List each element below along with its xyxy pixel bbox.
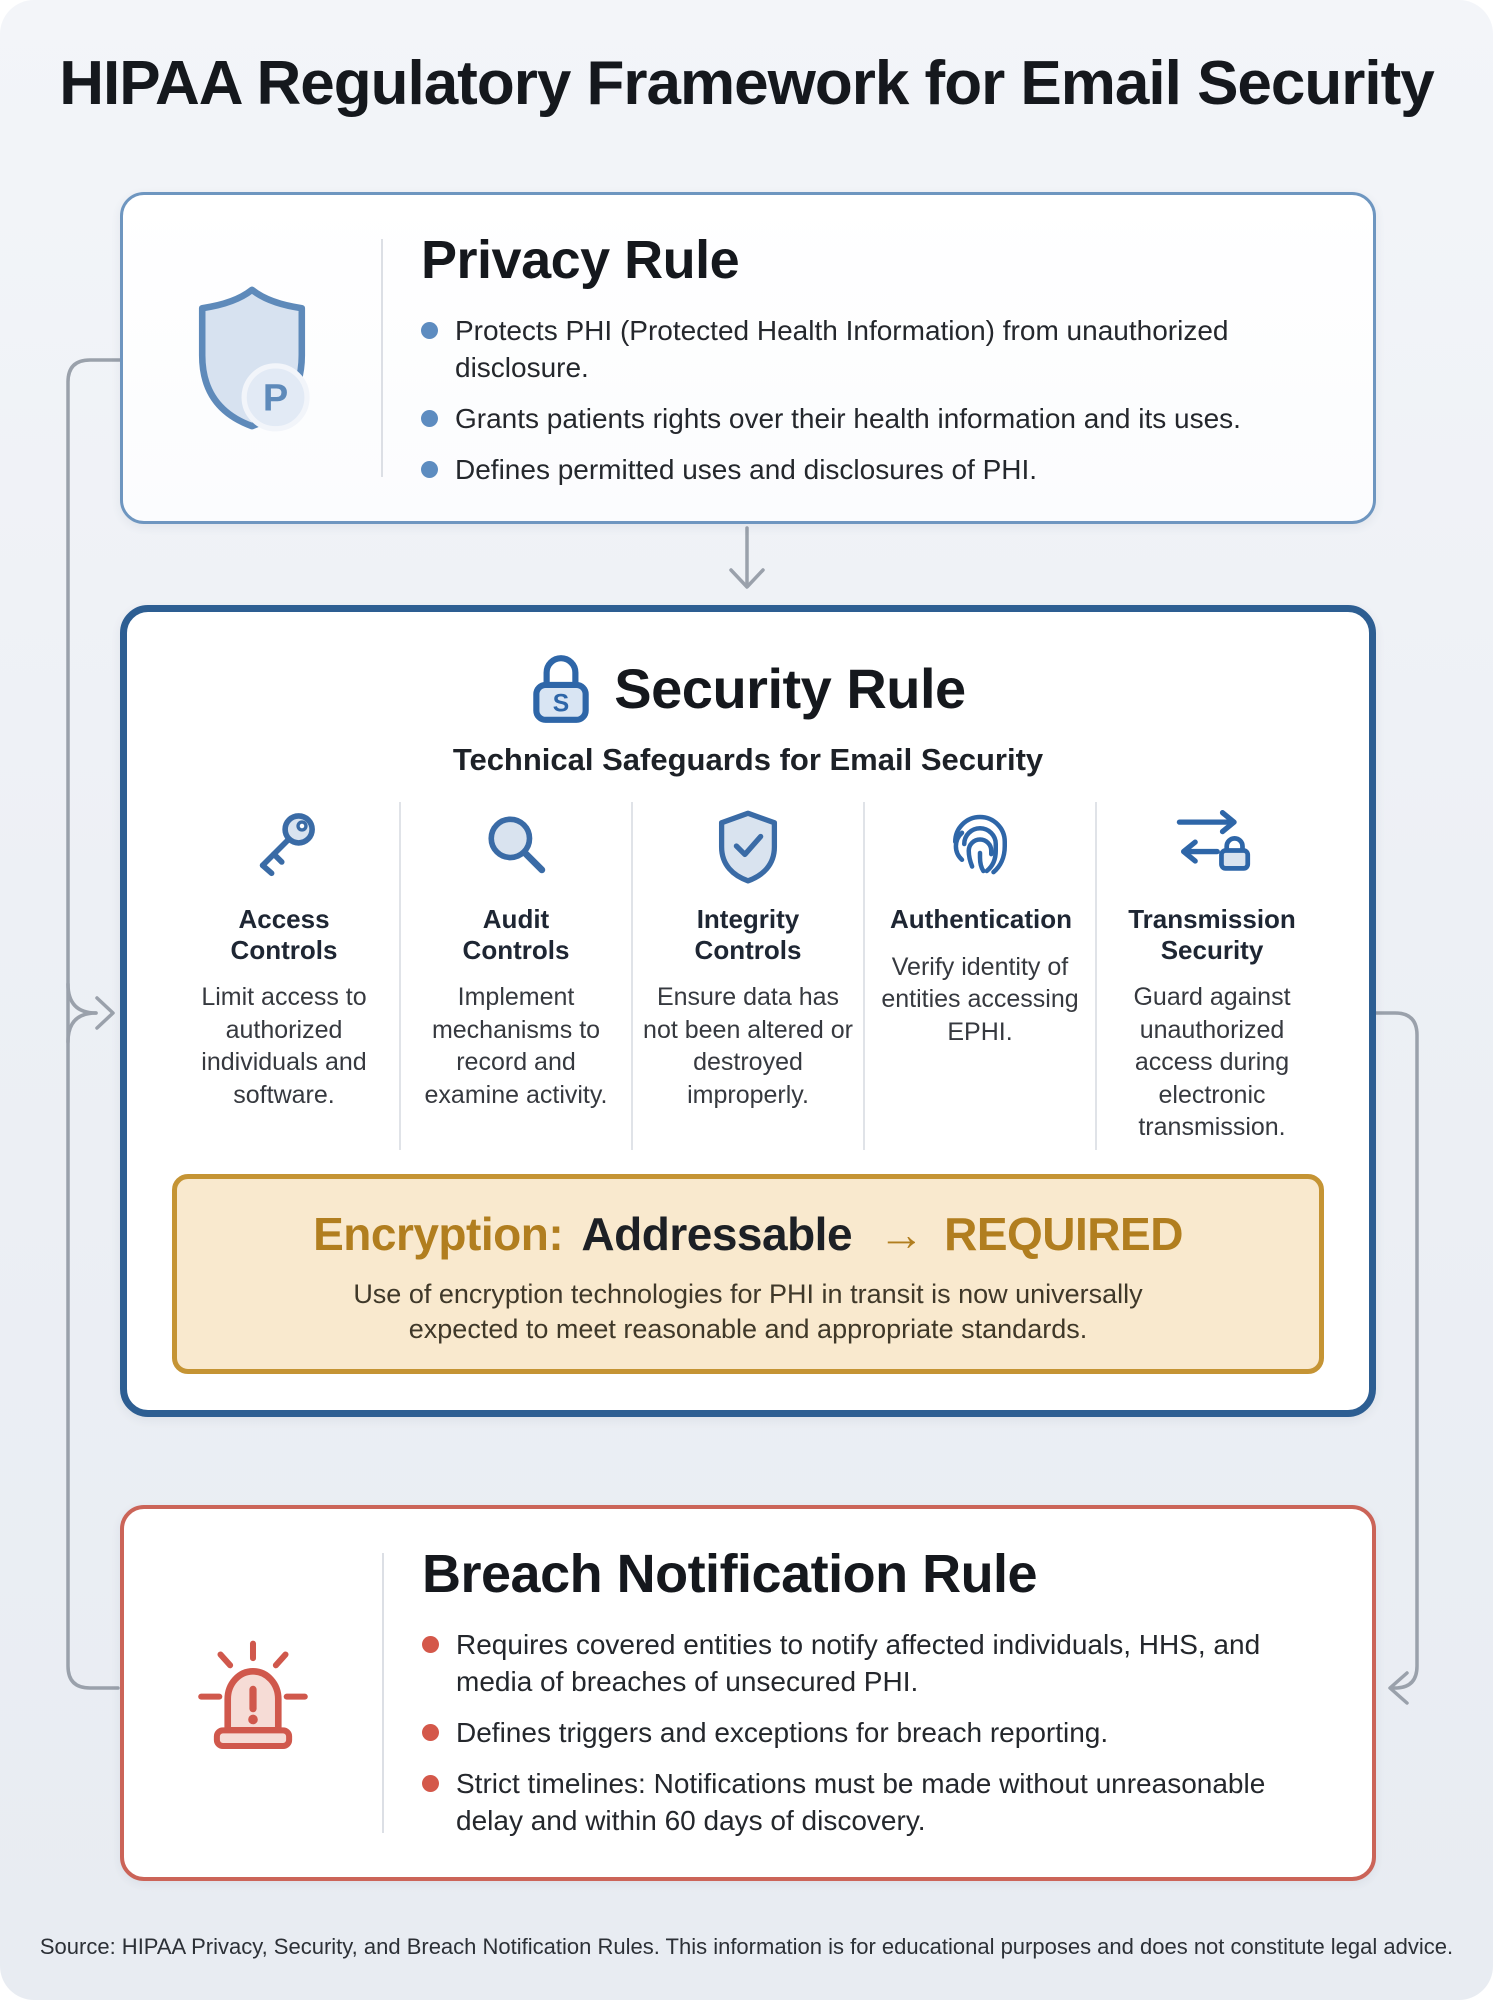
bullet-dot-icon xyxy=(421,410,438,427)
bullet-item xyxy=(422,1715,1336,1752)
bullet-text: Defines triggers and exceptions for breach reporting. xyxy=(456,1716,1109,1748)
arrow-down-icon xyxy=(731,528,763,587)
arrow-right-icon xyxy=(97,998,113,1028)
encryption-label: Encryption: xyxy=(313,1208,564,1260)
magnifier-icon xyxy=(480,808,552,880)
privacy-badge-letter: P xyxy=(262,377,289,420)
bullet-item xyxy=(421,452,1337,489)
bullet-text: Grants patients rights over their health information and its uses. xyxy=(455,402,1241,434)
safeguard-description: Verify identity of entities accessing EPHI. xyxy=(881,952,1079,1046)
safeguard-description: Ensure data has not been altered or destroyed improperly. xyxy=(643,983,853,1109)
footer-source: Source: HIPAA Privacy, Security, and Breach Notification Rules. This information is for educational purposes and does not constitute legal advice. xyxy=(39,1934,1454,1959)
safeguards-row xyxy=(169,802,1327,1150)
bullet-dot-icon xyxy=(422,1724,439,1741)
connector-right xyxy=(1374,1013,1417,1703)
bullet-text: Protects PHI (Protected Health Information) from unauthorized disclosure. xyxy=(455,315,1229,383)
transfer-lock-icon xyxy=(1171,808,1253,872)
bullet-dot-icon xyxy=(422,1775,439,1792)
shield-p-icon xyxy=(189,282,315,434)
lock-s-icon xyxy=(530,650,592,726)
breach-bullet-list xyxy=(422,1627,1336,1840)
bullet-text: Requires covered entities to notify affected individuals, HHS, and media of breaches of unsecured PHI. xyxy=(456,1629,1261,1697)
bullet-item xyxy=(422,1627,1336,1701)
bullet-dot-icon xyxy=(421,322,438,339)
breach-icon-column xyxy=(124,1509,382,1877)
breach-rule-title: Breach Notification Rule xyxy=(422,1544,1038,1604)
bullet-dot-icon xyxy=(421,461,438,478)
bullet-item xyxy=(421,313,1337,387)
security-rule-title: Security Rule xyxy=(614,656,966,720)
safeguard-name: Integrity Controls xyxy=(694,904,802,965)
encryption-description: Use of encryption technologies for PHI in transit is now universally expected to meet reasonable and appropriate standards. xyxy=(353,1279,1143,1345)
fingerprint-icon xyxy=(944,808,1016,880)
shield-check-icon xyxy=(714,808,782,884)
safeguard-description: Implement mechanisms to record and examine activity. xyxy=(424,983,608,1109)
privacy-rule-title: Privacy Rule xyxy=(421,230,740,290)
encryption-arrow-icon: → xyxy=(878,1208,924,1260)
safeguard-name: Access Controls xyxy=(230,904,338,965)
safeguard-description: Limit access to authorized individuals and software. xyxy=(201,983,367,1109)
safeguard-column-transmission-security xyxy=(1095,802,1327,1150)
bullet-item xyxy=(421,401,1337,438)
safeguard-description: Guard against unauthorized access during electronic transmission. xyxy=(1133,983,1291,1142)
safeguard-column-access-controls xyxy=(169,802,399,1150)
safeguard-name: Audit Controls xyxy=(462,904,570,965)
key-icon xyxy=(248,808,320,880)
safeguard-column-integrity-controls xyxy=(631,802,863,1150)
privacy-bullet-list xyxy=(421,313,1337,489)
bullet-dot-icon xyxy=(422,1636,439,1653)
privacy-icon-column xyxy=(123,195,381,521)
encryption-heading xyxy=(177,1207,1319,1261)
safeguard-name: Authentication xyxy=(890,904,1072,934)
privacy-rule-card xyxy=(120,192,1376,524)
encryption-term: Addressable xyxy=(581,1208,853,1260)
encryption-callout xyxy=(172,1174,1324,1374)
safeguard-column-audit-controls xyxy=(399,802,631,1150)
security-rule-subtitle: Technical Safeguards for Email Security xyxy=(452,742,1044,777)
bullet-text: Strict timelines: Notifications must be made without unreasonable delay and within 60 days of discovery. xyxy=(456,1767,1266,1836)
bullet-item xyxy=(422,1766,1336,1840)
security-badge-letter: S xyxy=(553,690,570,718)
encryption-status: REQUIRED xyxy=(944,1208,1183,1260)
breach-notification-rule-card xyxy=(120,1505,1376,1881)
safeguard-column-authentication xyxy=(863,802,1095,1150)
security-rule-card xyxy=(120,605,1376,1417)
alarm-icon xyxy=(190,1634,316,1752)
bullet-text: Defines permitted uses and disclosures of PHI. xyxy=(455,453,1038,485)
connector-left xyxy=(68,360,120,1688)
safeguard-name: Transmission Security xyxy=(1128,904,1296,965)
page-title: HIPAA Regulatory Framework for Email Security xyxy=(59,49,1434,118)
